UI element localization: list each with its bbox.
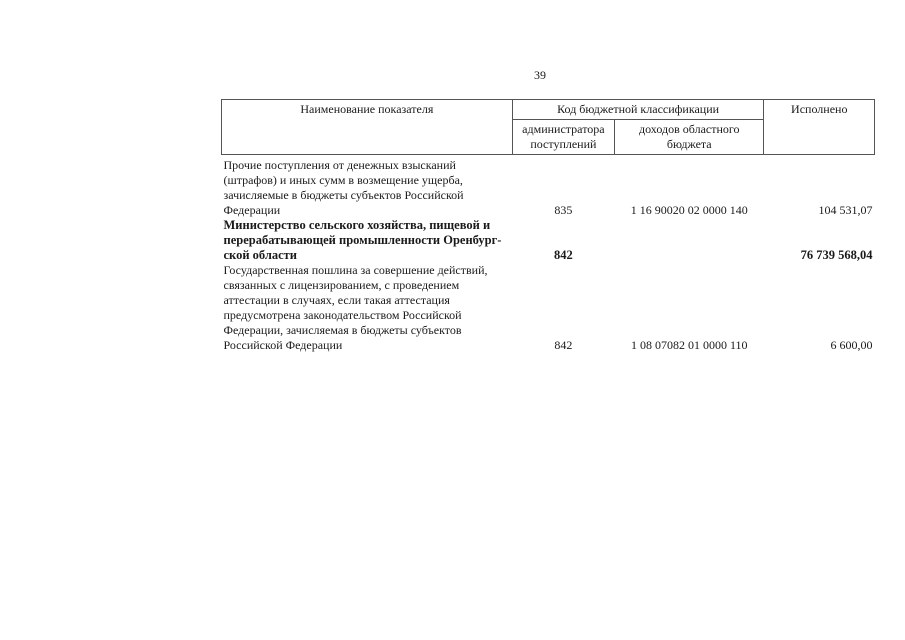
header-name: Наименование показателя (222, 100, 513, 155)
row-executed: 104 531,07 (818, 203, 873, 217)
budget-table (221, 99, 875, 353)
header-executed: Исполнено (764, 100, 875, 155)
page-number: 39 (534, 68, 546, 82)
row-admin-code: 835 (554, 203, 573, 217)
row-executed: 6 600,00 (830, 338, 873, 352)
row-name: Прочие поступления от денежных взысканий (штрафов) и иных сумм в возмещение ущерба, зачисляемые в бюджеты субъектов Российской Федерации (223, 158, 464, 217)
row-income-code: 1 08 07082 01 0000 110 (630, 338, 748, 352)
table-row (222, 263, 875, 353)
row-admin-code: 842 (554, 248, 573, 262)
header-income: доходов областного бюджета (615, 120, 764, 155)
row-admin-code: 842 (554, 338, 573, 352)
row-executed: 76 739 568,04 (800, 248, 873, 262)
table-row (222, 218, 875, 263)
header-budget-code: Код бюджетной классификации (512, 100, 764, 120)
row-name: Министерство сельского хозяйства, пищевой и перерабатывающей промышленности Оренбург-ской области (223, 218, 502, 262)
row-name: Государственная пошлина за совершение действий, связанных с лицензированием, с проведением аттестации в случаях, если такая аттестация предусмотрена законодательством Российской Федерации, зачисляемая в бюджеты субъектов Российской Федерации (223, 263, 488, 352)
row-income-code: 1 16 90020 02 0000 140 (630, 203, 748, 217)
header-row-top (222, 100, 875, 120)
row-income-code (615, 218, 764, 263)
table-row (222, 155, 875, 219)
header-admin: администратора поступлений (512, 120, 614, 155)
